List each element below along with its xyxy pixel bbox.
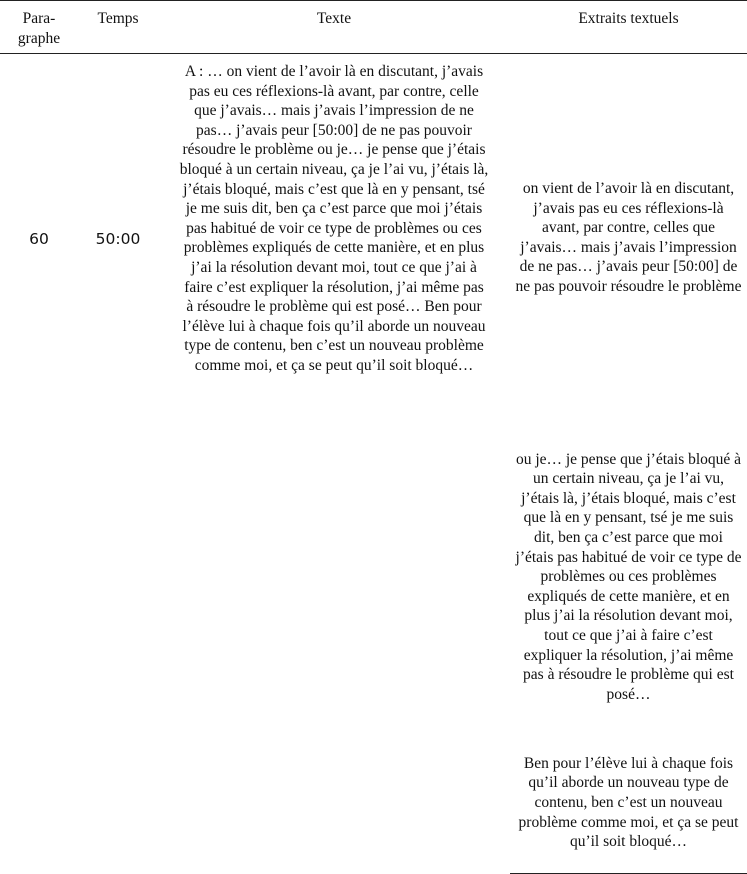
header-row bbox=[0, 1, 747, 54]
excerpt-cell-3 bbox=[510, 733, 747, 874]
timestamp: 50:00 bbox=[95, 230, 141, 248]
excerpt-3: Ben pour l’élève lui à chaque fois qu’il aborde un nouveau type de contenu, ben c’est un nouveau problème comme moi, et ça se peut qu’il soit bloqué… bbox=[518, 754, 739, 851]
full-text: A : … on vient de l’avoir là en discutant, j’avais pas eu ces réflexions-là avant, par contre, celle que j’avais… mais j’avais l’impression de ne pas… j’avais peur [50:00] de ne pas pouvoir résoudre le problème ou je… je pense que j’étais bloqué à un certain niveau, ça je l’ai vu, j’étais là, j’étais bloqué, mais c’est que là en y pensant, tsé je me suis dit, ben ça c’est parce que moi j’étais pas habitué de voir ce type de problèmes ou ces problèmes expliqués de cette manière, et en plus j’ai la résolution devant moi, tout ce que j’ai à faire c’est expliquer la résolution, j’ai même pas à résoudre le problème qui est posé… Ben pour l’élève lui à chaque fois qu’il aborde un nouveau type de contenu, ben c’est un nouveau problème comme moi, et ça se peut qu’il soit bloqué… bbox=[179, 63, 489, 374]
excerpt-1: on vient de l’avoir là en discutant, j’avais pas eu ces réflexions-là avant, par contre, celles que j’avais… mais j’avais l’impression de ne pas… j’avais peur [50:00] de ne pas pouvoir résoudre le problème bbox=[515, 179, 742, 295]
header-text bbox=[158, 1, 510, 54]
header-text-label: Texte bbox=[316, 10, 352, 27]
excerpt-cell-1 bbox=[510, 54, 747, 422]
header-excerpts-label: Extraits textuels bbox=[578, 10, 679, 27]
header-excerpts bbox=[510, 1, 747, 54]
header-time-label: Temps bbox=[97, 10, 139, 27]
header-paragraph-label: Para-graphe bbox=[17, 10, 61, 47]
excerpt-2: ou je… je pense que j’étais bloqué à un certain niveau, ça je l’ai vu, j’étais là, j’étais bloqué, mais c’est que là en y pensant, tsé je me suis dit, ben ça c’est parce que moi j’étais pas habitué de voir ce type de problèmes ou ces problèmes expliqués de cette manière, et en plus j’ai la résolution devant moi, tout ce que j’ai à faire c’est expliquer la résolution, j’ai même pas à résoudre le problème qui est posé… bbox=[515, 450, 742, 703]
time-cell bbox=[78, 54, 158, 874]
header-time bbox=[78, 1, 158, 54]
full-text-cell bbox=[158, 54, 510, 874]
header-paragraph bbox=[0, 1, 78, 54]
paragraph-number-cell bbox=[0, 54, 78, 874]
paragraph-number: 60 bbox=[29, 230, 49, 248]
table-row bbox=[0, 54, 747, 422]
excerpt-cell-2 bbox=[510, 422, 747, 733]
